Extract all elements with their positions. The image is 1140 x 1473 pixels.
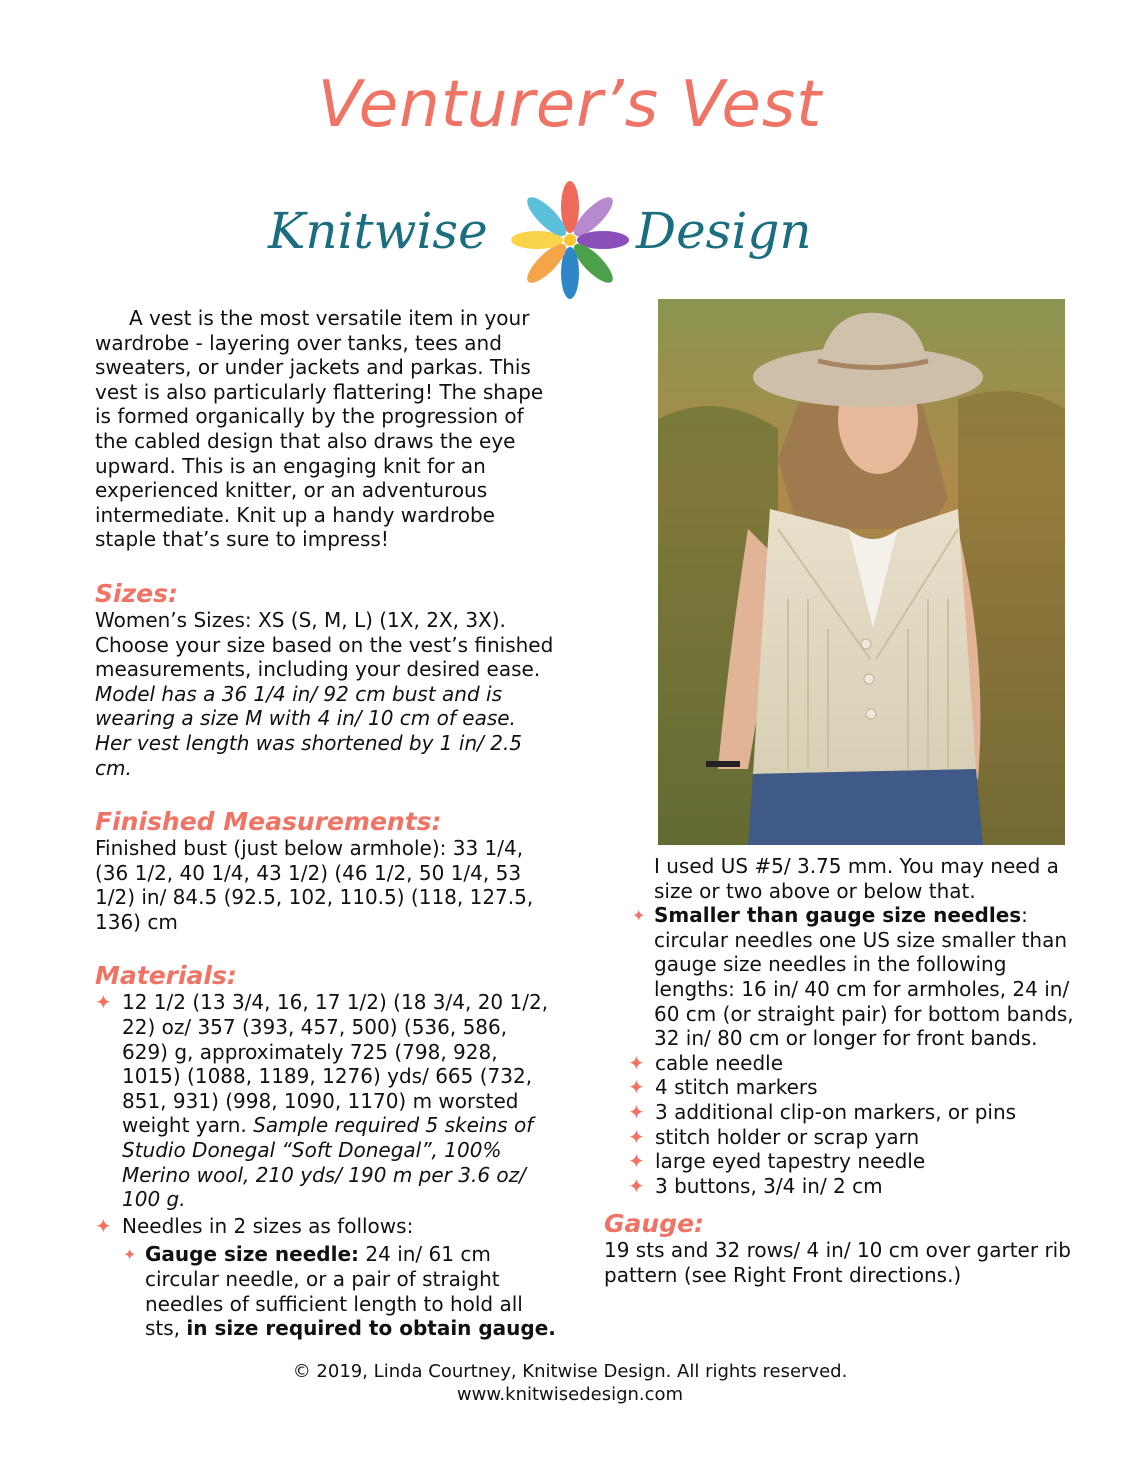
- bullet-icon: ✦: [123, 1245, 137, 1265]
- intro-paragraph: A vest is the most versatile item in your wardrobe - layering over tanks, tees and sweaters, or under jackets and parkas. This vest is also particularly flattering! The shape is formed organically by the progression of the cabled design that also draws the eye upward. This is an engaging knit for an experienced knitter, or an adventurous intermediate. Knit up a handy wardrobe staple that’s sure to impress!: [95, 306, 544, 552]
- list-item: ✦ stitch holder or scrap yarn: [628, 1124, 920, 1149]
- bullet-icon: ✦: [95, 990, 112, 1015]
- right-column: [604, 854, 1074, 1288]
- brand-logo: [268, 180, 868, 300]
- bullet-icon: ✦: [628, 1173, 645, 1198]
- list-item: ✦ 3 buttons, 3/4 in/ 2 cm: [628, 1173, 883, 1198]
- sizes-heading: Sizes:: [95, 578, 178, 608]
- logo-word-right: Design: [636, 202, 812, 260]
- model-photo: [658, 299, 1065, 845]
- list-item: ✦ 12 1/2 (13 3/4, 16, 17 1/2) (18 3/4, 20 1/2, 22) oz/ 357 (393, 457, 500) (536, 586, 629) g, approximately 725 (798, 928, 1015) (1088, 1189, 1276) yds/ 665 (732, 851, 931) (998, 1090, 1170) m worsted weight yarn. Sample required 5 skeins of Studio Donegal “Soft Donegal”, 100% Merino wool, 210 yds/ 190 m per 3.6 oz/ 100 g.: [95, 990, 549, 1212]
- model-photo-illustration: [658, 299, 1065, 845]
- bullet-icon: ✦: [95, 1213, 112, 1238]
- sizes-model-note: Model has a 36 1/4 in/ 92 cm bust and is wearing a size M with 4 in/ 10 cm of ease. Her vest length was shortened by 1 in/ 2.5 cm.: [95, 681, 523, 780]
- gauge-text: 19 sts and 32 rows/ 4 in/ 10 cm over garter rib pattern (see Right Front directions.): [604, 1238, 1071, 1287]
- materials-list: [95, 990, 557, 1238]
- gauge-needle-item: ✦ Gauge size needle: 24 in/ 61 cm circular needle, or a pair of straight needles of sufficient length to hold all sts, in size required to obtain gauge.: [123, 1242, 556, 1341]
- bullet-icon: ✦: [628, 1149, 645, 1174]
- page-title: Venturer’s Vest: [317, 68, 823, 142]
- gauge-needle-continued: I used US #5/ 3.75 mm. You may need a size or two above or below that.: [654, 854, 1059, 903]
- copyright-text: © 2019, Linda Courtney, Knitwise Design. All rights reserved.: [292, 1361, 848, 1382]
- bullet-icon: ✦: [628, 1075, 645, 1100]
- list-item: ✦ large eyed tapestry needle: [628, 1149, 926, 1174]
- list-item: ✦ 3 additional clip-on markers, or pins: [628, 1099, 1017, 1124]
- measurements-text: Finished bust (just below armhole): 33 1/4, (36 1/2, 40 1/4, 43 1/2) (46 1/2, 50 1/4, 53 1/2) in/ 84.5 (92.5, 102, 110.5) (118, 127.5, 136) cm: [95, 836, 534, 934]
- smaller-needle-item: ✦ Smaller than gauge size needles: circular needles one US size smaller than gauge size needles in the following lengths: 16 in/ 40 cm for armholes, 24 in/ 60 cm (or straight pair) for bottom bands, 32 in/ 80 cm or longer for front bands.: [632, 903, 1074, 1051]
- measurements-heading: Finished Measurements:: [95, 807, 442, 837]
- list-item: ✦ 4 stitch markers: [628, 1075, 818, 1100]
- supplies-list: [628, 1051, 1074, 1199]
- bullet-icon: ✦: [632, 906, 646, 926]
- footer: [0, 1360, 1140, 1406]
- bullet-icon: ✦: [628, 1124, 645, 1149]
- sizes-text: Women’s Sizes: XS (S, M, L) (1X, 2X, 3X). Choose your size based on the vest’s finished measurements, including your desired ease. Model has a 36 1/4 in/ 92 cm bust and is wearing a size M with 4 in/ 10 cm of ease. Her vest length was shortened by 1 in/ 2.5 cm.: [95, 607, 554, 780]
- list-item: ✦ Needles in 2 sizes as follows:: [95, 1213, 414, 1238]
- list-item: ✦ cable needle: [628, 1050, 784, 1075]
- logo-word-left: Knitwise: [268, 202, 488, 260]
- gauge-heading: Gauge:: [604, 1209, 705, 1239]
- flower-icon: [510, 180, 630, 300]
- yarn-sample-note: Sample required 5 skeins of Studio Donegal “Soft Donegal”, 100% Merino wool, 210 yds/ 190 m per 3.6 oz/ 100 g.: [122, 1113, 534, 1212]
- bullet-icon: ✦: [628, 1050, 645, 1075]
- materials-heading: Materials:: [95, 961, 237, 991]
- left-column: [95, 306, 557, 1341]
- website-link[interactable]: www.knitwisedesign.com: [456, 1384, 684, 1405]
- bullet-icon: ✦: [628, 1099, 645, 1124]
